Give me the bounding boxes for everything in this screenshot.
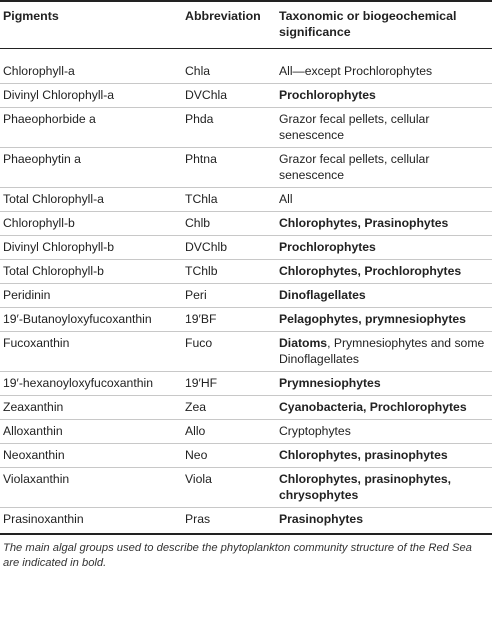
significance-bold-text: Dinoflagellates (279, 288, 366, 302)
abbreviation-cell: Viola (182, 468, 276, 508)
table-row (0, 84, 492, 108)
significance-bold-text: Prochlorophytes (279, 88, 376, 102)
header-significance: Taxonomic or biogeochemical significance (276, 1, 492, 49)
pigment-cell: Phaeophorbide a (0, 108, 182, 148)
significance-cell (276, 508, 492, 535)
pigment-cell: Chlorophyll-a (0, 49, 182, 84)
table-row (0, 236, 492, 260)
significance-cell (276, 148, 492, 188)
table-row (0, 332, 492, 372)
significance-cell (276, 308, 492, 332)
significance-text: Cryptophytes (279, 424, 351, 438)
pigment-cell: Zeaxanthin (0, 396, 182, 420)
abbreviation-cell: Chla (182, 49, 276, 84)
pigment-cell: Fucoxanthin (0, 332, 182, 372)
abbreviation-cell: Zea (182, 396, 276, 420)
significance-bold-text: Pelagophytes, prymnesiophytes (279, 312, 466, 326)
table-row (0, 108, 492, 148)
pigment-cell: Prasinoxanthin (0, 508, 182, 535)
significance-cell (276, 236, 492, 260)
significance-cell (276, 284, 492, 308)
pigment-cell: Divinyl Chlorophyll-b (0, 236, 182, 260)
abbreviation-cell: DVChlb (182, 236, 276, 260)
abbreviation-cell: Pras (182, 508, 276, 535)
pigment-cell: Divinyl Chlorophyll-a (0, 84, 182, 108)
significance-cell (276, 108, 492, 148)
table-row (0, 308, 492, 332)
significance-text: All (279, 192, 293, 206)
significance-bold-text: Prochlorophytes (279, 240, 376, 254)
table-row (0, 420, 492, 444)
significance-cell (276, 468, 492, 508)
pigment-cell: 19′-hexanoyloxyfucoxanthin (0, 372, 182, 396)
abbreviation-cell: Chlb (182, 212, 276, 236)
significance-bold-text: Chlorophytes, prasinophytes (279, 448, 448, 462)
abbreviation-cell: Phtna (182, 148, 276, 188)
significance-cell (276, 84, 492, 108)
header-row (0, 1, 492, 49)
significance-cell (276, 396, 492, 420)
significance-text: All—except Prochlorophytes (279, 64, 433, 78)
significance-cell (276, 212, 492, 236)
pigment-cell: 19′-Butanoyloxyfucoxanthin (0, 308, 182, 332)
significance-text: Grazor fecal pellets, cellular senescence (279, 152, 430, 182)
table-row (0, 284, 492, 308)
abbreviation-cell: Peri (182, 284, 276, 308)
abbreviation-cell: Neo (182, 444, 276, 468)
table-footnote: The main algal groups used to describe the phytoplankton community structure of the Red Sea are indicated in bold. (3, 542, 472, 569)
significance-cell (276, 372, 492, 396)
pigment-cell: Phaeophytin a (0, 148, 182, 188)
table-row (0, 444, 492, 468)
table-row (0, 188, 492, 212)
table-row (0, 260, 492, 284)
pigment-cell: Chlorophyll-b (0, 212, 182, 236)
table-row (0, 49, 492, 84)
significance-bold-text: Chlorophytes, Prasinophytes (279, 216, 449, 230)
table-row (0, 212, 492, 236)
significance-text: , Prymnesiophytes and some Dinoflagellates (279, 336, 485, 366)
pigment-cell: Violaxanthin (0, 468, 182, 508)
abbreviation-cell: TChlb (182, 260, 276, 284)
significance-cell (276, 420, 492, 444)
abbreviation-cell: Allo (182, 420, 276, 444)
significance-bold-text: Chlorophytes, prasinophytes, chrysophytes (279, 472, 452, 502)
significance-cell (276, 332, 492, 372)
significance-bold-text: Chlorophytes, Prochlorophytes (279, 264, 462, 278)
significance-cell (276, 188, 492, 212)
abbreviation-cell: 19′HF (182, 372, 276, 396)
table-row (0, 372, 492, 396)
abbreviation-cell: Phda (182, 108, 276, 148)
significance-bold-text: Diatoms (279, 336, 328, 350)
abbreviation-cell: 19′BF (182, 308, 276, 332)
header-abbreviation: Abbreviation (182, 1, 276, 49)
pigment-cell: Peridinin (0, 284, 182, 308)
significance-cell (276, 260, 492, 284)
significance-bold-text: Cyanobacteria, Prochlorophytes (279, 400, 467, 414)
table-row (0, 508, 492, 535)
header-pigments: Pigments (0, 1, 182, 49)
table-header (0, 1, 492, 49)
table-row (0, 148, 492, 188)
significance-cell (276, 444, 492, 468)
significance-bold-text: Prasinophytes (279, 512, 363, 526)
significance-bold-text: Prymnesiophytes (279, 376, 381, 390)
abbreviation-cell: DVChla (182, 84, 276, 108)
table-row (0, 468, 492, 508)
abbreviation-cell: TChla (182, 188, 276, 212)
significance-cell (276, 49, 492, 84)
table-body (0, 49, 492, 535)
significance-text: Grazor fecal pellets, cellular senescence (279, 112, 430, 142)
table-row (0, 396, 492, 420)
pigment-cell: Total Chlorophyll-a (0, 188, 182, 212)
abbreviation-cell: Fuco (182, 332, 276, 372)
pigment-cell: Alloxanthin (0, 420, 182, 444)
pigment-cell: Neoxanthin (0, 444, 182, 468)
pigment-cell: Total Chlorophyll-b (0, 260, 182, 284)
